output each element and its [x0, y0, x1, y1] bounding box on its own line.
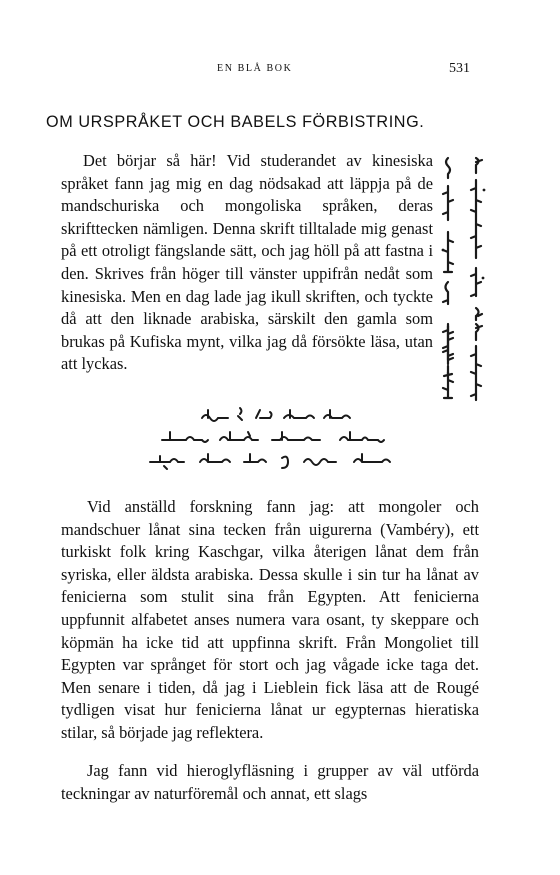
- page-number: 531: [449, 61, 470, 76]
- syriac-line: [160, 426, 410, 448]
- running-head: [0, 61, 560, 79]
- paragraph-text: Det börjar så här! Vid studerandet av kinesiska språket fann jag mig en dag nödsakad att läppja på de mandschuriska och mongoliska språken, deras skrifttecken nämligen. Denna skrift tilltalade mig genast på ett otroligt fängslande sätt, och jag höll på att fastna i den. Skrives från höger till vänster uppifrån nedåt som kinesiska. Men en dag lade jag ikull skriften, och tyckte då att den liknade arabiska, särskilt den gamla som brukas på Kufiska mynt, vilka jag då försökte läsa, utan att lyckas.: [61, 151, 433, 374]
- chapter-title: OM URSPRÅKET OCH BABELS FÖRBISTRING.: [46, 113, 425, 131]
- paragraph-text: Jag fann vid hieroglyfläsning i grupper av väl utförda teckningar av naturföremål och annat, ett slags: [61, 761, 479, 803]
- syriac-script-sample: [130, 404, 430, 484]
- paragraph: [61, 760, 479, 805]
- mongolian-script-sample: [434, 318, 494, 408]
- syriac-line: [148, 450, 412, 472]
- running-title: EN BLÅ BOK: [217, 63, 293, 74]
- paragraph: [61, 496, 479, 745]
- paragraph-text: Vid anställd forskning fann jag: att mongoler och mandschuer lånat sina tecken från uigurerna (Vambéry), ett turkiskt folk kring Kaschgar, vilka återigen lånat dem från syriska, eller äldsta arabiska. Dessa skulle i sin tur ha lånat av fenicierna som stulit sina från Egypten. Att fenicierna uppfunnit alfabetet anses numera vara osant, ty skeppare och köpmän ha icke tid att uppfinna skrift. Från Mongoliet till Egypten var språnget för stort och jag vågade icke taga det. Men senare i tiden, då jag i Lieblein fick läsa att de Rougé tydligen visat hur fenicierna lånat ur egypternas hieratiska stilar, så började jag reflektera.: [61, 497, 479, 742]
- paragraph: [61, 150, 433, 376]
- syriac-line: [200, 404, 360, 426]
